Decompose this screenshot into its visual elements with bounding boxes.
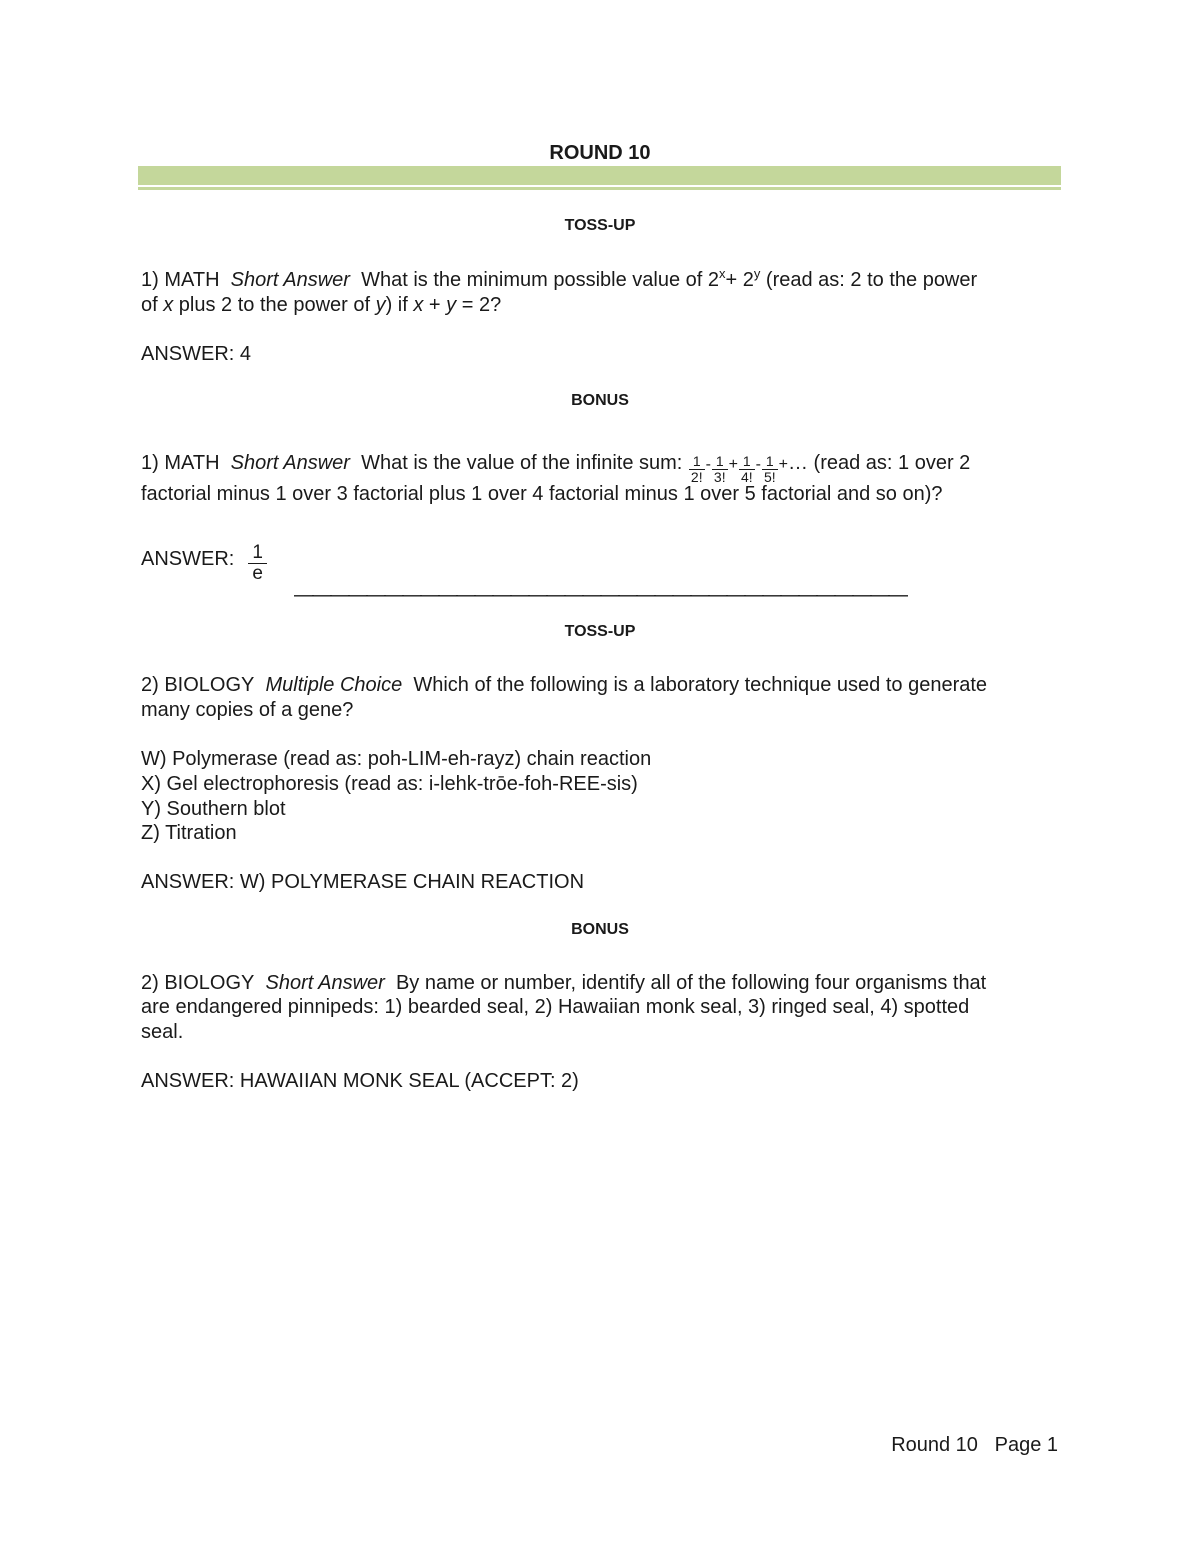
question-number: 2) BIOLOGY [141,972,255,994]
answer-fraction [248,543,267,584]
tossup-2-heading: TOSS-UP [564,623,636,640]
operator: + [728,456,738,473]
footer-page-number: Page 1 [994,1434,1058,1456]
superscript-x: x [719,266,726,281]
fraction-denominator: 2! [690,469,703,485]
fraction-numerator: 1 [712,454,728,470]
answer-label: ANSWER: [141,548,235,570]
bonus-1-heading: BONUS [571,392,629,409]
ellipsis: … [788,452,808,474]
bonus-2-answer: ANSWER: HAWAIIAN MONK SEAL (ACCEPT: 2) [141,1070,579,1092]
question-text: (read as: 2 to the power [760,269,978,291]
fraction-term [739,454,755,485]
tossup-2-question-line2: many copies of a gene? [141,699,354,721]
tossup-2-answer: ANSWER: W) POLYMERASE CHAIN REACTION [141,871,585,893]
bonus-2-question-line1 [141,971,986,996]
question-text: What is the minimum possible value of 2 [361,269,720,291]
tossup-1-heading: TOSS-UP [564,217,636,234]
question-type: Multiple Choice [265,674,403,696]
fraction-term [712,454,728,485]
choice-x: X) Gel electrophoresis (read as: i-lehk-trōe-foh-REE-sis) [141,773,638,795]
fraction-denominator: 5! [763,469,776,485]
fraction-term [689,454,705,485]
variable-y: y [446,294,457,316]
variable-x: x [413,294,424,316]
question-text: = 2? [456,294,502,316]
fraction-numerator: 1 [739,454,755,470]
question-text: (read as: 1 over 2 [808,452,971,474]
operator: - [705,456,711,473]
fraction-term [762,454,778,485]
round-title: ROUND 10 [549,142,651,164]
question-text: plus 2 to the power of [173,294,376,316]
header-band-rule [138,185,1061,187]
fraction-denominator: 3! [713,469,726,485]
question-number: 1) MATH [141,452,220,474]
variable-x: x [163,294,174,316]
bonus-2-question-line3: seal. [141,1021,184,1043]
page-footer [891,1434,1058,1457]
fraction-denominator: 4! [740,469,753,485]
question-number: 1) MATH [141,269,220,291]
bonus-2-heading: BONUS [571,921,629,938]
fraction-denominator: e [252,563,263,584]
question-text: Which of the following is a laboratory technique used to generate [413,674,988,696]
bonus-2-question-line2: are endangered pinnipeds: 1) bearded seal, 2) Hawaiian monk seal, 3) ringed seal, 4) spotted [141,996,970,1018]
variable-y: y [375,294,386,316]
question-text: By name or number, identify all of the following four organisms that [395,972,987,994]
question-type: Short Answer [230,269,350,291]
operator: - [755,456,761,473]
choice-z: Z) Titration [141,822,237,844]
section-divider: —————————————————————————————————— [294,584,906,606]
bonus-1-answer [141,543,267,584]
question-text: What is the value of the infinite sum: [361,452,688,474]
question-number: 2) BIOLOGY [141,674,255,696]
bonus-1-question-line1 [141,451,970,485]
choice-y: Y) Southern blot [141,798,286,820]
fraction-numerator: 1 [248,543,267,564]
fraction-numerator: 1 [689,454,705,470]
tossup-1-answer: ANSWER: 4 [141,343,252,365]
bonus-1-question-line2: factorial minus 1 over 3 factorial plus 1 over 4 factorial minus 1 over 5 factorial and so on)? [141,483,943,505]
question-type: Short Answer [230,452,350,474]
question-text: + [423,294,447,316]
tossup-1-question-line2 [141,293,501,318]
superscript-y: y [753,266,761,281]
tossup-2-question-line1 [141,673,987,698]
choice-w: W) Polymerase (read as: poh-LIM-eh-rayz) chain reaction [141,748,652,770]
question-type: Short Answer [265,972,385,994]
question-text: + 2 [725,269,754,291]
tossup-1-question-line1 [141,268,977,293]
question-text: ) if [385,294,414,316]
operator: + [778,456,788,473]
fraction-numerator: 1 [762,454,778,470]
question-text: of [141,294,164,316]
footer-round: Round 10 [891,1434,978,1456]
